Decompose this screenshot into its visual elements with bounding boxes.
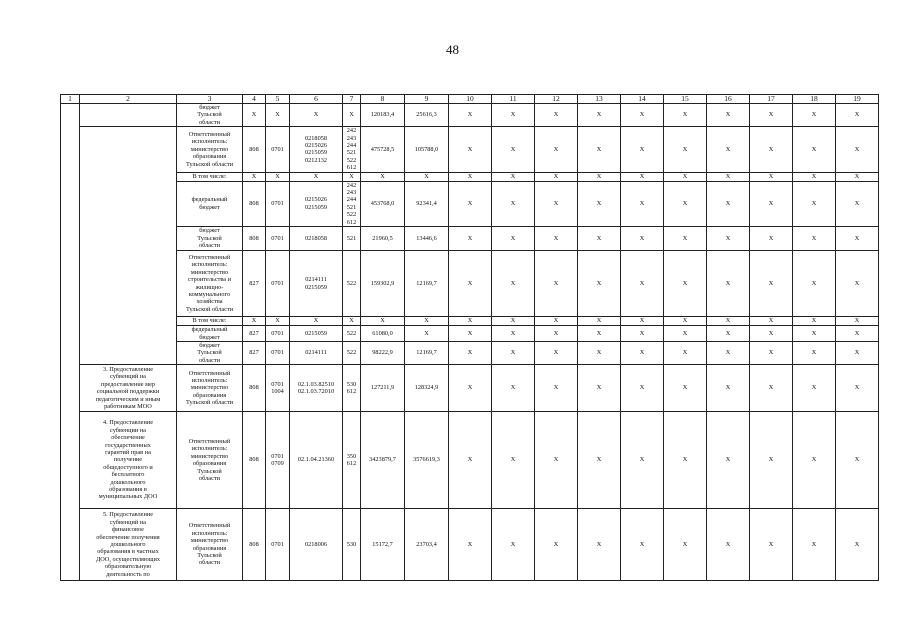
col16-cell: X	[707, 365, 750, 412]
col16-cell: X	[707, 172, 750, 181]
col19-cell: X	[836, 509, 879, 581]
col9-cell: 13446,6	[405, 227, 449, 251]
table-row	[61, 326, 879, 342]
col16-cell: X	[707, 127, 750, 172]
col19-cell: X	[836, 317, 879, 326]
table-row	[61, 181, 879, 226]
col4-cell: 808	[243, 181, 266, 226]
col15-cell: X	[664, 317, 707, 326]
header-row	[61, 95, 879, 104]
col7-cell: X	[343, 172, 361, 181]
col15-cell: X	[664, 341, 707, 364]
col13-cell: X	[578, 181, 621, 226]
col3-cell: федеральный бюджет	[177, 326, 243, 342]
col9-cell: 25616,3	[405, 104, 449, 127]
col6-cell: 0218058 0215026 0215059 0212132	[290, 127, 343, 172]
table-row	[61, 509, 879, 581]
col17-cell: X	[750, 365, 793, 412]
col12-cell: X	[535, 365, 578, 412]
col17-cell: X	[750, 326, 793, 342]
col18-cell: X	[793, 326, 836, 342]
col15-cell: X	[664, 172, 707, 181]
col13-cell: X	[578, 341, 621, 364]
col14-cell: X	[621, 104, 664, 127]
header-cell: 14	[621, 95, 664, 104]
col9-cell: 3576619,3	[405, 412, 449, 509]
col4-cell: 808	[243, 412, 266, 509]
table-row	[61, 227, 879, 251]
col6-cell: 02.1.04.21360	[290, 412, 343, 509]
col5-cell: X	[266, 317, 290, 326]
col8-cell: 98222,9	[361, 341, 405, 364]
col10-cell: X	[449, 227, 492, 251]
budget-table	[60, 94, 879, 581]
col9-cell: 92341,4	[405, 181, 449, 226]
col10-cell: X	[449, 317, 492, 326]
col14-cell: X	[621, 326, 664, 342]
col6-cell: X	[290, 317, 343, 326]
col8-cell: 475728,5	[361, 127, 405, 172]
col14-cell: X	[621, 227, 664, 251]
col15-cell: X	[664, 509, 707, 581]
col6-cell: 0218058	[290, 227, 343, 251]
col6-cell: 0218006	[290, 509, 343, 581]
col8-cell: X	[361, 317, 405, 326]
col11-cell: X	[492, 341, 535, 364]
col12-cell: X	[535, 172, 578, 181]
table-row	[61, 104, 879, 127]
col4-cell: X	[243, 172, 266, 181]
col12-cell: X	[535, 104, 578, 127]
col11-cell: X	[492, 412, 535, 509]
col3-cell: федеральный бюджет	[177, 181, 243, 226]
col9-cell: 128324,9	[405, 365, 449, 412]
col16-cell: X	[707, 104, 750, 127]
col12-cell: X	[535, 326, 578, 342]
col7-cell: 522	[343, 341, 361, 364]
col4-cell: 827	[243, 341, 266, 364]
col5-cell: 0701 0709	[266, 412, 290, 509]
header-cell: 12	[535, 95, 578, 104]
col18-cell: X	[793, 127, 836, 172]
col19-cell: X	[836, 181, 879, 226]
col10-cell: X	[449, 104, 492, 127]
col9-cell: X	[405, 326, 449, 342]
col18-cell: X	[793, 317, 836, 326]
col17-cell: X	[750, 251, 793, 317]
col14-cell: X	[621, 341, 664, 364]
col17-cell: X	[750, 104, 793, 127]
col3-cell: Ответственный исполнитель: министерство строительства и жилищно- коммунального хозяйства Тульской области	[177, 251, 243, 317]
col11-cell: X	[492, 181, 535, 226]
col11-cell: X	[492, 365, 535, 412]
col16-cell: X	[707, 251, 750, 317]
col6-cell: 0214111	[290, 341, 343, 364]
col18-cell: X	[793, 172, 836, 181]
col8-cell: 127211,9	[361, 365, 405, 412]
col10-cell: X	[449, 509, 492, 581]
col18-cell: X	[793, 104, 836, 127]
col5-cell: 0701	[266, 509, 290, 581]
col17-cell: X	[750, 341, 793, 364]
col8-cell: 3423879,7	[361, 412, 405, 509]
header-cell: 7	[343, 95, 361, 104]
col18-cell: X	[793, 412, 836, 509]
col2-cell: 5. Предоставление субвенций на финансовое обеспечение получения дошкольного образования в частных ДОО, осуществляющих образовательную деятельность по	[80, 509, 177, 581]
col4-cell: X	[243, 104, 266, 127]
col13-cell: X	[578, 326, 621, 342]
col18-cell: X	[793, 181, 836, 226]
col5-cell: 0701	[266, 127, 290, 172]
col6-cell: X	[290, 104, 343, 127]
col1-cell	[61, 104, 80, 581]
col15-cell: X	[664, 365, 707, 412]
col7-cell: 522	[343, 251, 361, 317]
col16-cell: X	[707, 341, 750, 364]
col8-cell: 21960,5	[361, 227, 405, 251]
header-cell: 15	[664, 95, 707, 104]
col6-cell: X	[290, 172, 343, 181]
col13-cell: X	[578, 251, 621, 317]
col10-cell: X	[449, 365, 492, 412]
col10-cell: X	[449, 412, 492, 509]
col11-cell: X	[492, 326, 535, 342]
col13-cell: X	[578, 227, 621, 251]
col5-cell: 0701	[266, 227, 290, 251]
col2-cell	[80, 104, 177, 127]
col11-cell: X	[492, 172, 535, 181]
col18-cell: X	[793, 509, 836, 581]
col17-cell: X	[750, 181, 793, 226]
col19-cell: X	[836, 172, 879, 181]
col14-cell: X	[621, 127, 664, 172]
col8-cell: 453768,0	[361, 181, 405, 226]
header-cell: 19	[836, 95, 879, 104]
col11-cell: X	[492, 104, 535, 127]
col17-cell: X	[750, 317, 793, 326]
col17-cell: X	[750, 127, 793, 172]
header-cell: 3	[177, 95, 243, 104]
header-cell: 10	[449, 95, 492, 104]
col11-cell: X	[492, 317, 535, 326]
header-cell: 9	[405, 95, 449, 104]
col12-cell: X	[535, 251, 578, 317]
col10-cell: X	[449, 127, 492, 172]
col7-cell: X	[343, 104, 361, 127]
col3-cell: бюджет Тульской области	[177, 104, 243, 127]
col12-cell: X	[535, 181, 578, 226]
col10-cell: X	[449, 251, 492, 317]
col19-cell: X	[836, 326, 879, 342]
col9-cell: 23703,4	[405, 509, 449, 581]
header-cell: 2	[80, 95, 177, 104]
col4-cell: X	[243, 317, 266, 326]
col12-cell: X	[535, 127, 578, 172]
header-cell: 16	[707, 95, 750, 104]
col4-cell: 827	[243, 251, 266, 317]
col14-cell: X	[621, 181, 664, 226]
col15-cell: X	[664, 251, 707, 317]
col13-cell: X	[578, 172, 621, 181]
col4-cell: 808	[243, 509, 266, 581]
col10-cell: X	[449, 181, 492, 226]
col5-cell: 0701	[266, 326, 290, 342]
col7-cell: 242 243 244 521 522 612	[343, 181, 361, 226]
col18-cell: X	[793, 227, 836, 251]
page-number: 48	[446, 42, 459, 57]
col13-cell: X	[578, 412, 621, 509]
col5-cell: X	[266, 104, 290, 127]
col11-cell: X	[492, 227, 535, 251]
col4-cell: 808	[243, 227, 266, 251]
col17-cell: X	[750, 172, 793, 181]
header-cell: 8	[361, 95, 405, 104]
col13-cell: X	[578, 365, 621, 412]
col3-cell: бюджет Тульской области	[177, 341, 243, 364]
col16-cell: X	[707, 181, 750, 226]
col3-cell: бюджет Тульской области	[177, 227, 243, 251]
col14-cell: X	[621, 509, 664, 581]
col17-cell: X	[750, 412, 793, 509]
col2-cell: 3. Предоставление субвенций на предоставление мер социальной поддержки педагогическим и иным работникам МОО	[80, 365, 177, 412]
col6-cell: 0215059	[290, 326, 343, 342]
col15-cell: X	[664, 181, 707, 226]
table-row	[61, 341, 879, 364]
col5-cell: 0701	[266, 251, 290, 317]
col10-cell: X	[449, 326, 492, 342]
col19-cell: X	[836, 365, 879, 412]
col10-cell: X	[449, 341, 492, 364]
col6-cell: 0214111 0215059	[290, 251, 343, 317]
col3-cell: Ответственный исполнитель: министерство образования Тульской области	[177, 365, 243, 412]
col3-cell: В том числе:	[177, 172, 243, 181]
col19-cell: X	[836, 412, 879, 509]
col7-cell: 350 612	[343, 412, 361, 509]
col15-cell: X	[664, 127, 707, 172]
col7-cell: 522	[343, 326, 361, 342]
col4-cell: 808	[243, 365, 266, 412]
col6-cell: 02.1.03.82510 02.1.03.72010	[290, 365, 343, 412]
col16-cell: X	[707, 227, 750, 251]
col7-cell: 521	[343, 227, 361, 251]
col2-cell: 4. Предоставление субвенции на обеспечение государственных гарантий прав на получение общедоступного и бесплатного дошкольного образования в муниципальных ДОО	[80, 412, 177, 509]
col13-cell: X	[578, 127, 621, 172]
header-cell: 13	[578, 95, 621, 104]
col15-cell: X	[664, 227, 707, 251]
col5-cell: 0701	[266, 181, 290, 226]
col8-cell: 159302,9	[361, 251, 405, 317]
col14-cell: X	[621, 317, 664, 326]
col2-cell	[80, 127, 177, 365]
col9-cell: 105788,0	[405, 127, 449, 172]
col16-cell: X	[707, 509, 750, 581]
col5-cell: X	[266, 172, 290, 181]
col13-cell: X	[578, 509, 621, 581]
col3-cell: Ответственный исполнитель: министерство образования Тульской области	[177, 509, 243, 581]
col9-cell: X	[405, 172, 449, 181]
col6-cell: 0215026 0215059	[290, 181, 343, 226]
col12-cell: X	[535, 341, 578, 364]
col13-cell: X	[578, 104, 621, 127]
col15-cell: X	[664, 412, 707, 509]
table-row	[61, 251, 879, 317]
col18-cell: X	[793, 341, 836, 364]
table-row	[61, 412, 879, 509]
col7-cell: 530 612	[343, 365, 361, 412]
col7-cell: X	[343, 317, 361, 326]
col4-cell: 808	[243, 127, 266, 172]
col13-cell: X	[578, 317, 621, 326]
col7-cell: 530	[343, 509, 361, 581]
col19-cell: X	[836, 227, 879, 251]
header-cell: 1	[61, 95, 80, 104]
table-row	[61, 127, 879, 172]
col19-cell: X	[836, 341, 879, 364]
col14-cell: X	[621, 251, 664, 317]
col9-cell: 12169,7	[405, 341, 449, 364]
col8-cell: 15172,7	[361, 509, 405, 581]
col15-cell: X	[664, 326, 707, 342]
col19-cell: X	[836, 251, 879, 317]
col11-cell: X	[492, 251, 535, 317]
col14-cell: X	[621, 412, 664, 509]
col16-cell: X	[707, 412, 750, 509]
col16-cell: X	[707, 326, 750, 342]
col18-cell: X	[793, 365, 836, 412]
col14-cell: X	[621, 172, 664, 181]
header-cell: 5	[266, 95, 290, 104]
col9-cell: 12169,7	[405, 251, 449, 317]
col8-cell: 61080,0	[361, 326, 405, 342]
col9-cell: X	[405, 317, 449, 326]
col11-cell: X	[492, 509, 535, 581]
header-cell: 6	[290, 95, 343, 104]
table-row	[61, 172, 879, 181]
col4-cell: 827	[243, 326, 266, 342]
col5-cell: 0701 1004	[266, 365, 290, 412]
col12-cell: X	[535, 412, 578, 509]
col3-cell: В том числе:	[177, 317, 243, 326]
header-cell: 4	[243, 95, 266, 104]
col19-cell: X	[836, 127, 879, 172]
col18-cell: X	[793, 251, 836, 317]
col7-cell: 242 243 244 521 522 612	[343, 127, 361, 172]
col5-cell: 0701	[266, 341, 290, 364]
col19-cell: X	[836, 104, 879, 127]
header-cell: 18	[793, 95, 836, 104]
col12-cell: X	[535, 317, 578, 326]
col3-cell: Ответственный исполнитель: министерство образования Тульской области	[177, 127, 243, 172]
col8-cell: 120183,4	[361, 104, 405, 127]
col12-cell: X	[535, 509, 578, 581]
col14-cell: X	[621, 365, 664, 412]
col3-cell: Ответственный исполнитель: министерство образования Тульской области	[177, 412, 243, 509]
col15-cell: X	[664, 104, 707, 127]
col11-cell: X	[492, 127, 535, 172]
col12-cell: X	[535, 227, 578, 251]
col17-cell: X	[750, 227, 793, 251]
table-row	[61, 365, 879, 412]
header-cell: 11	[492, 95, 535, 104]
col8-cell: X	[361, 172, 405, 181]
table-row	[61, 317, 879, 326]
col17-cell: X	[750, 509, 793, 581]
header-cell: 17	[750, 95, 793, 104]
col16-cell: X	[707, 317, 750, 326]
col10-cell: X	[449, 172, 492, 181]
